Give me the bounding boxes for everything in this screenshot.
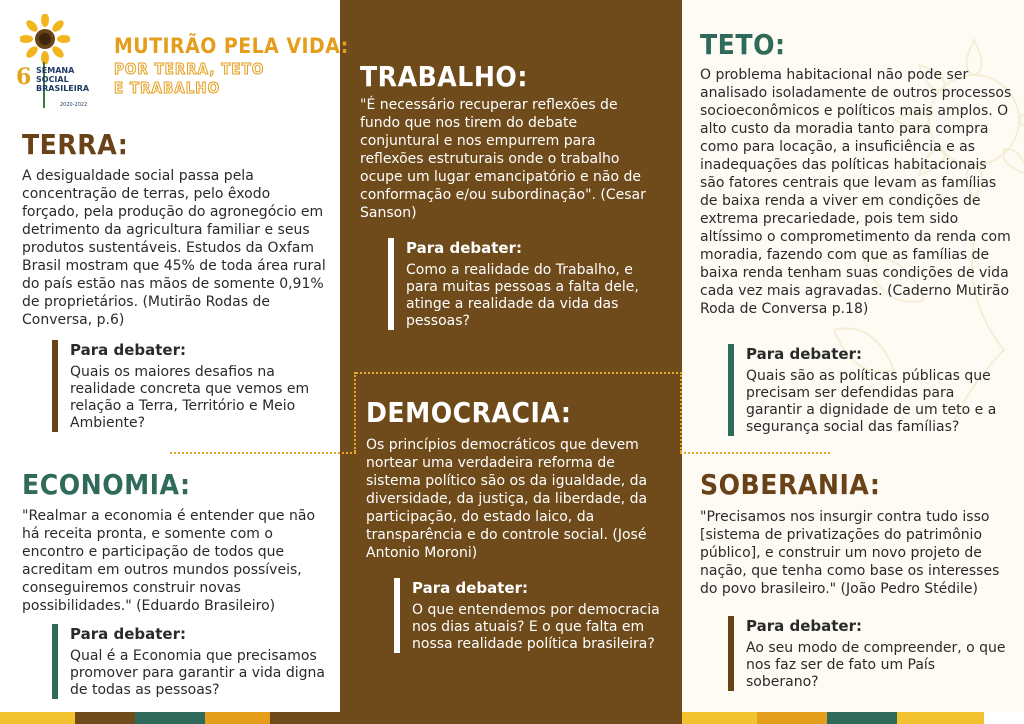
trabalho-heading: TRABALHO:	[360, 60, 528, 93]
teto-text: O problema habitacional não pode ser analisado isoladamente de outros processos socioeconômicos e políticos mais amplos. O alto custo da moradia tanto para compra como para locação, a insuficiência e as inadequações das políticas habitacionais são fatores centrais que levam as famílias de baixa renda a viver em condições de extrema precariedade, pois tem sido altíssimo o comprometimento da renda com moradia, fazendo com que as famílias de baixa renda tenham suas condições de vida cada vez mais agravadas. (Caderno Mutirão Roda de Conversa p.18)	[700, 67, 1012, 317]
terra-debate-box	[52, 340, 328, 432]
logo-number: 6	[16, 64, 32, 90]
terra-heading: TERRA:	[22, 128, 129, 161]
logo-line: SOCIAL	[36, 75, 69, 84]
logo-line: BRASILEIRA	[36, 84, 90, 93]
trabalho-debate-box	[388, 238, 668, 330]
debate-question: Quais os maiores desafios na realidade concreta que vemos em relação a Terra, Território e Meio Ambiente?	[70, 364, 310, 431]
page-title: MUTIRÃO PELA VIDA:	[114, 34, 349, 58]
logo-text	[36, 66, 89, 93]
teto-debate-box	[728, 344, 1012, 436]
bottom-color-stripe	[0, 712, 1024, 724]
subtitle-line: POR TERRA, TETO	[114, 60, 265, 78]
page-subtitle	[114, 60, 264, 98]
economia-text: "Realmar a economia é entender que não há receita pronta, e somente com o encontro e participação de todos que acreditam em outros mundos possíveis, conseguiremos construir novas possibilidades." (Eduardo Brasileiro)	[22, 508, 316, 614]
dotted-connector	[680, 372, 682, 452]
economia-debate-box	[52, 624, 328, 699]
dotted-connector	[356, 372, 682, 374]
sunflower-icon	[20, 14, 70, 64]
debate-title: Para debater:	[406, 239, 522, 257]
democracia-heading: DEMOCRACIA:	[366, 396, 572, 429]
economia-heading: ECONOMIA:	[22, 468, 191, 501]
democracia-debate-box	[394, 578, 668, 653]
dotted-connector	[170, 452, 356, 454]
debate-title: Para debater:	[746, 345, 862, 363]
subtitle-line: E TRABALHO	[114, 79, 221, 97]
debate-question: O que entendemos por democracia nos dias atuais? E o que falta em nossa realidade política brasileira?	[412, 602, 660, 652]
debate-title: Para debater:	[70, 625, 186, 643]
soberania-debate-box	[728, 616, 1012, 691]
debate-question: Qual é a Economia que precisamos promover para garantir a vida digna de todas as pessoas?	[70, 648, 325, 698]
debate-title: Para debater:	[746, 617, 862, 635]
soberania-text: "Precisamos nos insurgir contra tudo isso [sistema de privatizações do patrimônio público], e construir um novo projeto de nação, que tenha como base os interesses do povo brasileiro." (João Pedro Stédile)	[700, 509, 1000, 597]
democracia-text: Os princípios democráticos que devem nortear uma verdadeira reforma de sistema político são os da igualdade, da diversidade, da justiça, da liberdade, da participação, do estado laico, da transparência e do controle social. (José Antonio Moroni)	[366, 437, 648, 561]
logo-line: SEMANA	[36, 66, 75, 75]
dotted-connector	[680, 452, 830, 454]
teto-heading: TETO:	[700, 28, 786, 61]
debate-title: Para debater:	[70, 341, 186, 359]
dotted-connector	[354, 372, 356, 452]
terra-text: A desigualdade social passa pela concentração de terras, pelo êxodo forçado, pela produção do agronegócio em detrimento da agricultura familiar e seus produtos sustentáveis. Estudos da Oxfam Brasil mostram que 45% de toda área rural do país estão nas mãos de somente 0,91% de proprietários. (Mutirão Rodas de Conversa, p.6)	[22, 168, 326, 328]
debate-title: Para debater:	[412, 579, 528, 597]
trabalho-text: "É necessário recuperar reflexões de fundo que nos tirem do debate conjuntural e nos empurrem para reflexões estruturais onde o trabalho ocupe um lugar emancipatório e não de conformação e/ou subordinação". (Cesar Sanson)	[360, 97, 646, 221]
debate-question: Quais são as políticas públicas que precisam ser defendidas para garantir a dignidade de um teto e a segurança social das famílias?	[746, 368, 997, 435]
debate-question: Ao seu modo de compreender, o que nos faz ser de fato um País soberano?	[746, 640, 1006, 690]
semana-social-logo	[12, 10, 104, 110]
soberania-heading: SOBERANIA:	[700, 468, 881, 501]
debate-question: Como a realidade do Trabalho, e para muitas pessoas a falta dele, atinge a realidade da vida das pessoas?	[406, 262, 639, 329]
logo-years: 2020-2022	[60, 102, 88, 108]
